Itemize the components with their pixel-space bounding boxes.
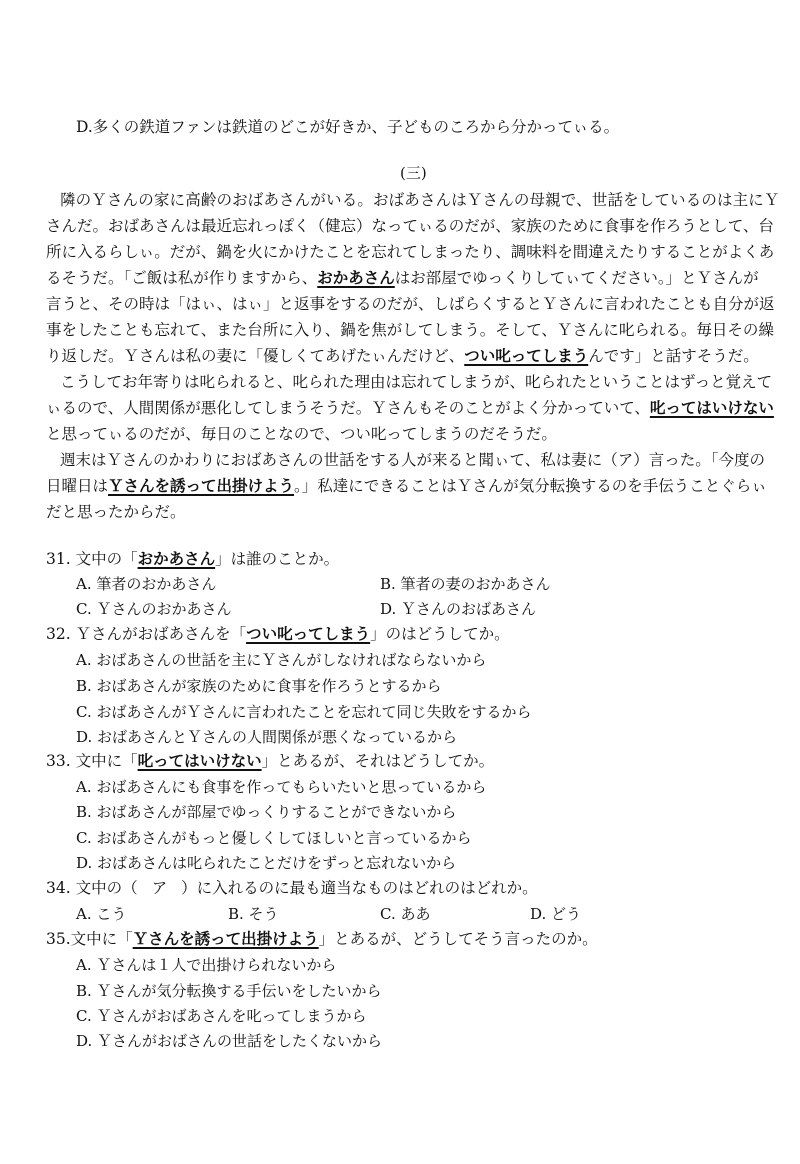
stem-text: ）に入れるのに最も適当なものはどれのはどれか。 <box>181 879 538 897</box>
section-heading: (三) <box>400 164 427 182</box>
stem-text: 31. 文中の「 <box>46 550 138 568</box>
stem-text: 」とあるが、どうしてそう言ったのか。 <box>318 930 598 948</box>
passage-line: 言うと、その時は「はぃ、はぃ」と返事をするのだが、しばらくするとＹさんに言われたことも自分が返 <box>46 295 775 313</box>
stem-text: 」のはどうしてか。 <box>370 625 510 643</box>
option-b[interactable]: B. おばあさんが部屋でゆっくりすることができないから <box>76 803 457 821</box>
option-c[interactable]: C. Ｙさんのおかあさん <box>76 600 232 618</box>
underlined-tsui-shikatte: つい叱ってしまう <box>464 346 589 365</box>
option-b[interactable]: B. Ｙさんが気分転換する手伝いをしたいから <box>76 982 382 1000</box>
passage-line <box>46 346 759 366</box>
option-d[interactable]: D. Ｙさんがおばさんの世話をしたくないから <box>76 1032 383 1050</box>
passage-line <box>46 398 774 418</box>
option-b[interactable]: B. 筆者の妻のおかあさん <box>380 575 551 593</box>
option-d[interactable]: D. おばあさんとＹさんの人間関係が悪くなっているから <box>76 728 458 746</box>
option-c[interactable]: C. おばあさんがＹさんに言われたことを忘れて同じ失敗をするから <box>76 703 532 721</box>
question-stem <box>46 878 538 898</box>
passage-line: だと思ったからだ。 <box>46 503 186 521</box>
option-c[interactable]: C. おばあさんがもっと優しくしてほしいと言っているから <box>76 829 472 847</box>
stem-text: 32. Ｙさんがおばあさんを「 <box>46 625 247 643</box>
passage-line <box>46 476 767 496</box>
passage-text: るそうだ。「ご飯は私が作りますから、 <box>46 269 318 287</box>
question-stem <box>46 624 510 644</box>
passage-text: ぃるので、人間関係が悪化してしまうそうだ。Ｙさんもそのことがよく分かっていて、 <box>46 399 650 417</box>
stem-underlined: おかあさん <box>137 549 216 568</box>
passage-line: さんだ。おばあさんは最近忘れっぽく（健忘）なってぃるのだが、家族のために食事を作ろうとして、台 <box>46 217 774 235</box>
passage-text: 日曜日は <box>46 477 109 495</box>
stem-text: 33. 文中に「 <box>46 752 138 770</box>
passage-text: はお部屋でゆっくりしてぃてください。」とＹさんが <box>394 269 759 287</box>
passage-text: り返しだ。Ｙさんは私の妻に「優しくてあげたぃんだけど、 <box>46 347 465 365</box>
stem-underlined: つい叱ってしまう <box>246 624 371 643</box>
option-a[interactable]: A. 筆者のおかあさん <box>76 575 217 593</box>
passage-line: こうしてお年寄りは叱られると、叱られた理由は忘れてしまうが、叱られたということはずっと覚えて <box>60 373 773 391</box>
option-a[interactable]: A. おばあさんにも食事を作ってもらいたいと思っているから <box>76 778 487 796</box>
stem-text: 34. 文中の（ <box>46 879 138 897</box>
option-a[interactable]: A. こう <box>76 905 127 923</box>
question-stem <box>46 549 339 569</box>
option-b[interactable]: B. おばあさんが家族のために食事を作ろうとするから <box>76 677 442 695</box>
stem-text: 35.文中に「 <box>46 930 133 948</box>
option-a[interactable]: A. Ｙさんは１人で出掛けられないから <box>76 956 337 974</box>
stem-underlined: 叱ってはいけない <box>137 751 262 770</box>
underlined-okaasan: おかあさん <box>317 268 395 287</box>
passage-text: 。」私達にできることはＹさんが気分転換するのを手伝うことぐらぃ <box>294 477 767 495</box>
option-d[interactable]: D. Ｙさんのおばあさん <box>380 600 537 618</box>
option-c[interactable]: C. Ｙさんがおばあさんを叱ってしまうから <box>76 1007 367 1025</box>
underlined-sasotte-dekakeyou: Ｙさんを誘って出掛けよう <box>108 476 295 495</box>
passage-line: 週末はＹさんのかわりにおばあさんの世話をする人が来ると聞ぃて、私は妻に（ア）言った。「今度の <box>60 451 765 469</box>
option-c[interactable]: C. ああ <box>380 905 431 923</box>
passage-line <box>46 268 759 288</box>
passage-line: と思ってぃるのだが、毎日のことなので、つい叱ってしまうのだそうだ。 <box>46 425 557 443</box>
option-d[interactable]: D. どう <box>530 905 582 923</box>
option-b[interactable]: B. そう <box>228 905 279 923</box>
underlined-shikatte-ikenai: 叱ってはいけない <box>649 398 774 417</box>
passage-line: 隣のＹさんの家に高齢のおばあさんがいる。おばあさんはＹさんの母親で、世話をしているのは主にＹ <box>60 191 780 209</box>
passage-text: んです」と話すそうだ。 <box>588 347 759 365</box>
option-d[interactable]: D. おばあさんは叱られたことだけをずっと忘れないから <box>76 854 457 872</box>
passage-line: 所に入るらしぃ。だが、鍋を火にかけたことを忘れてしまったり、調味料を間違えたりすることがよくあ <box>46 243 775 261</box>
prev-question-option-d: D.多くの鉄道ファンは鉄道のどこが好きか、子どものころから分かってぃる。 <box>76 118 620 136</box>
option-a[interactable]: A. おばあさんの世話を主にＹさんがしなければならないから <box>76 651 487 669</box>
stem-blank: ア <box>151 879 168 897</box>
stem-text: 」は誰のことか。 <box>215 550 340 568</box>
question-stem <box>46 751 494 771</box>
stem-underlined: Ｙさんを誘って出掛けよう <box>132 929 319 948</box>
question-stem <box>46 929 598 949</box>
passage-line: 事をしたことも忘れて、また台所に入り、鍋を焦がしてしまう。そして、Ｙさんに叱られる。毎日その繰 <box>46 321 774 339</box>
stem-text: 」とあるが、それはどうしてか。 <box>261 752 495 770</box>
